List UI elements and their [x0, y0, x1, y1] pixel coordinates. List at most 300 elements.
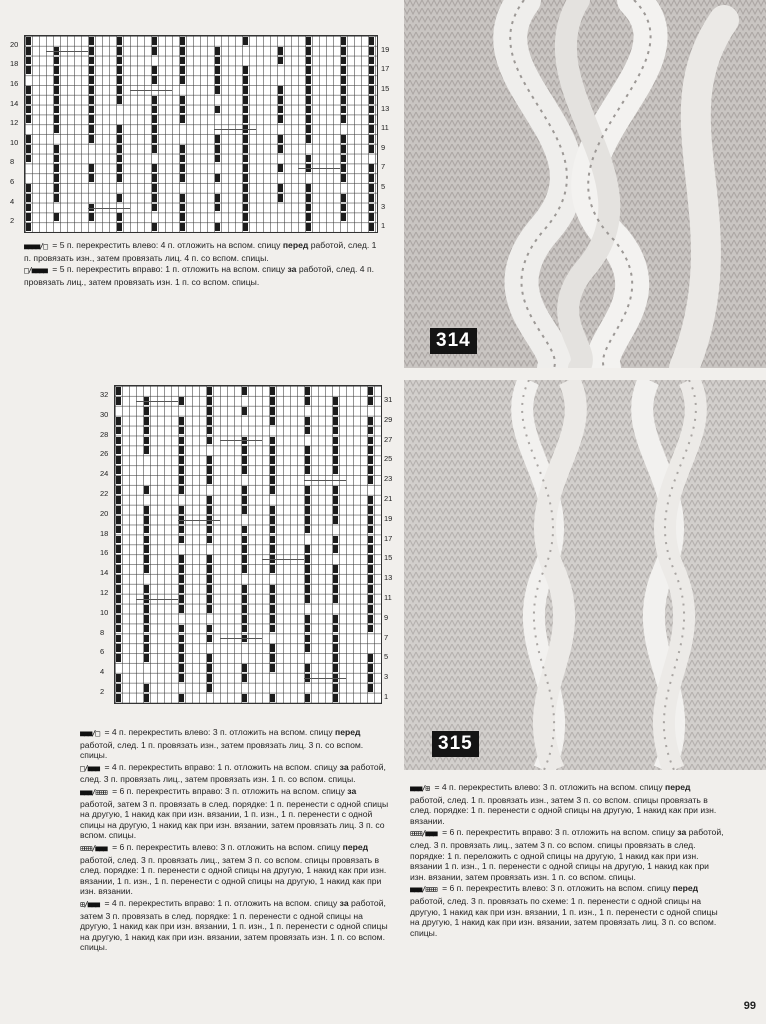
chart-stitch — [89, 86, 94, 94]
chart-stitch — [89, 164, 94, 172]
chart-stitch — [54, 57, 59, 65]
cable-right-lace-symbol-icon: ⊞⊞⊞/■■■ — [410, 829, 437, 839]
chart-stitch — [368, 595, 373, 603]
pattern-315-legend-right — [410, 782, 726, 939]
chart-stitch — [116, 635, 121, 643]
chart-stitch — [270, 615, 275, 623]
chart-stitch — [243, 106, 248, 114]
chart-stitch — [116, 694, 121, 702]
chart-stitch — [207, 476, 212, 484]
chart-stitch — [305, 456, 310, 464]
chart-stitch — [116, 466, 121, 474]
chart-stitch — [116, 625, 121, 633]
row-number: 26 — [100, 449, 109, 459]
row-number: 16 — [100, 548, 109, 558]
chart-stitch — [26, 96, 31, 104]
row-number: 11 — [384, 593, 392, 603]
chart-stitch — [333, 407, 338, 415]
row-number: 5 — [384, 652, 389, 662]
chart-stitch — [179, 526, 184, 534]
chart-stitch — [341, 66, 346, 74]
chart-stitch — [54, 106, 59, 114]
chart-stitch — [306, 47, 311, 55]
chart-stitch — [152, 145, 157, 153]
chart-stitch — [152, 115, 157, 123]
chart-stitch — [278, 184, 283, 192]
chart-stitch — [144, 694, 149, 702]
legend-item: □/■■■■ = 5 п. перекрестить вправо: 1 п. отложить на вспом. спицу за работой, след. 4 п. провязать лиц., затем провязать изн. 1 п. со вспом. спицы. — [24, 264, 374, 287]
chart-stitch — [89, 96, 94, 104]
chart-stitch — [306, 86, 311, 94]
row-number: 11 — [381, 123, 389, 133]
chart-stitch — [333, 545, 338, 553]
chart-stitch — [270, 625, 275, 633]
chart-stitch — [180, 213, 185, 221]
cable-cross-line — [136, 401, 178, 402]
chart-stitch — [152, 164, 157, 172]
chart-stitch — [368, 674, 373, 682]
row-number: 20 — [10, 39, 19, 49]
chart-stitch — [333, 575, 338, 583]
chart-stitch — [116, 644, 121, 652]
chart-stitch — [368, 397, 373, 405]
chart-stitch — [116, 476, 121, 484]
row-number: 6 — [100, 647, 105, 657]
cable-cross-line — [46, 51, 88, 52]
chart-stitch — [270, 417, 275, 425]
chart-stitch — [333, 496, 338, 504]
chart-stitch — [89, 57, 94, 65]
chart-stitch — [368, 466, 373, 474]
chart-stitch — [306, 155, 311, 163]
legend-item: ■■■■/□ = 5 п. перекрестить влево: 4 п. отложить на вспом. спицу перед работой, след. 1 п. провязать изн., затем провязать лиц. 4 п. со вспом. спицы. — [24, 240, 377, 263]
chart-stitch — [152, 47, 157, 55]
chart-stitch — [368, 585, 373, 593]
chart-stitch — [242, 674, 247, 682]
chart-stitch — [305, 545, 310, 553]
chart-stitch — [116, 595, 121, 603]
chart-stitch — [278, 164, 283, 172]
cable-cross-line — [304, 678, 346, 679]
chart-stitch — [270, 664, 275, 672]
chart-stitch — [116, 674, 121, 682]
legend-item: ⊞⊞⊞/■■■ = 6 п. перекрестить влево: 3 п. отложить на вспом. спицу перед работой, след. 3 п. провязать лиц., затем 3 п. со вспом. спицы провязать в след. порядке: 1 п. перенести с одной спицы на другую, 1 накид как при изн. вязании, 1 п. изн., 1 п. перенести с одной спицы на другую, 1 накид как при изн. вязании. — [80, 841, 387, 897]
chart-stitch — [368, 526, 373, 534]
chart-stitch — [270, 585, 275, 593]
chart-stitch — [116, 427, 121, 435]
row-number: 6 — [10, 177, 15, 186]
chart-stitch — [270, 694, 275, 702]
chart-stitch — [270, 526, 275, 534]
chart-stitch — [207, 555, 212, 563]
chart-stitch — [215, 106, 220, 114]
chart-stitch — [270, 466, 275, 474]
chart-stitch — [116, 446, 121, 454]
chart-stitch — [26, 66, 31, 74]
chart-stitch — [333, 684, 338, 692]
chart-stitch — [270, 387, 275, 395]
chart-stitch — [117, 37, 122, 45]
chart-stitch — [54, 76, 59, 84]
chart-stitch — [117, 96, 122, 104]
chart-stitch — [341, 57, 346, 65]
chart-stitch — [242, 664, 247, 672]
row-number: 15 — [384, 553, 393, 563]
cable-right-lace-4-symbol-icon: ⊞/■■■ — [80, 899, 100, 909]
chart-stitch — [368, 625, 373, 633]
chart-stitch — [144, 407, 149, 415]
chart-stitch — [242, 387, 247, 395]
chart-stitch — [305, 644, 310, 652]
chart-stitch — [179, 427, 184, 435]
cable-right-symbol-icon: □/■■■ — [80, 763, 100, 773]
chart-stitch — [341, 145, 346, 153]
chart-stitch — [243, 174, 248, 182]
chart-stitch — [333, 615, 338, 623]
row-number: 2 — [10, 216, 15, 226]
chart-stitch — [180, 204, 185, 212]
chart-stitch — [369, 106, 374, 114]
chart-stitch — [341, 96, 346, 104]
chart-stitch — [305, 575, 310, 583]
chart-stitch — [341, 164, 346, 172]
chart-stitch — [333, 427, 338, 435]
chart-stitch — [215, 145, 220, 153]
chart-stitch — [242, 615, 247, 623]
row-number: 31 — [384, 394, 393, 404]
chart-stitch — [368, 605, 373, 613]
chart-stitch — [242, 466, 247, 474]
chart-stitch — [242, 585, 247, 593]
pattern-314-legend — [24, 240, 379, 288]
chart-stitch — [144, 684, 149, 692]
chart-stitch — [26, 145, 31, 153]
chart-stitch — [152, 174, 157, 182]
chart-stitch — [179, 654, 184, 662]
chart-stitch — [89, 106, 94, 114]
chart-stitch — [278, 106, 283, 114]
chart-stitch — [333, 595, 338, 603]
chart-stitch — [180, 47, 185, 55]
chart-stitch — [117, 76, 122, 84]
chart-stitch — [144, 545, 149, 553]
chart-stitch — [117, 174, 122, 182]
chart-stitch — [278, 194, 283, 202]
legend-item: ■■■/⊞ = 4 п. перекрестить влево: 3 п. отложить на вспом. спицу перед работой, след. 1 п. провязать изн., затем 3 п. со вспом. спицы провязать в след. порядке: 1 п. перенести с одной спицы на другую, 1 накид как при изн. вязании. — [410, 782, 717, 826]
cable-left-symbol-icon: ■■■■/□ — [24, 242, 47, 251]
chart-stitch — [215, 174, 220, 182]
chart-stitch — [305, 397, 310, 405]
chart-stitch — [180, 115, 185, 123]
chart-stitch — [116, 437, 121, 445]
chart-stitch — [270, 516, 275, 524]
chart-stitch — [270, 476, 275, 484]
chart-stitch — [341, 106, 346, 114]
row-number: 20 — [100, 508, 109, 518]
chart-stitch — [207, 397, 212, 405]
chart-stitch — [305, 496, 310, 504]
chart-stitch — [333, 654, 338, 662]
chart-stitch — [305, 466, 310, 474]
chart-stitch — [26, 86, 31, 94]
chart-stitch — [243, 115, 248, 123]
row-number: 9 — [381, 142, 386, 152]
chart-stitch — [116, 486, 121, 494]
chart-stitch — [270, 565, 275, 573]
chart-stitch — [117, 164, 122, 172]
row-number: 4 — [100, 667, 105, 677]
chart-stitch — [270, 654, 275, 662]
chart-stitch — [306, 37, 311, 45]
chart-stitch — [180, 174, 185, 182]
chart-stitch — [341, 86, 346, 94]
chart-stitch — [369, 115, 374, 123]
chart-stitch — [207, 635, 212, 643]
chart-stitch — [368, 684, 373, 692]
row-number: 10 — [100, 607, 109, 617]
chart-stitch — [242, 694, 247, 702]
chart-stitch — [278, 47, 283, 55]
chart-stitch — [179, 625, 184, 633]
chart-stitch — [152, 76, 157, 84]
chart-stitch — [368, 664, 373, 672]
chart-stitch — [242, 605, 247, 613]
chart-stitch — [306, 194, 311, 202]
row-number: 18 — [10, 59, 19, 69]
chart-stitch — [116, 526, 121, 534]
row-number: 13 — [381, 103, 390, 113]
chart-stitch — [179, 437, 184, 445]
chart-stitch — [26, 204, 31, 212]
chart-stitch — [270, 456, 275, 464]
chart-stitch — [207, 585, 212, 593]
chart-stitch — [117, 47, 122, 55]
chart-stitch — [116, 545, 121, 553]
chart-stitch — [152, 125, 157, 133]
chart-stitch — [215, 155, 220, 163]
chart-stitch — [180, 223, 185, 231]
chart-stitch — [369, 184, 374, 192]
chart-stitch — [278, 86, 283, 94]
chart-stitch — [305, 555, 310, 563]
chart-stitch — [243, 66, 248, 74]
chart-stitch — [207, 674, 212, 682]
chart-stitch — [369, 204, 374, 212]
chart-stitch — [207, 595, 212, 603]
row-number: 18 — [100, 528, 109, 538]
chart-stitch — [116, 516, 121, 524]
chart-stitch — [54, 184, 59, 192]
row-number: 23 — [384, 474, 393, 484]
chart-stitch — [207, 427, 212, 435]
chart-stitch — [179, 486, 184, 494]
chart-stitch — [116, 654, 121, 662]
pattern-314-badge: 314 — [430, 328, 477, 354]
chart-stitch — [270, 486, 275, 494]
chart-stitch — [243, 145, 248, 153]
row-number: 5 — [381, 182, 386, 191]
chart-stitch — [341, 37, 346, 45]
chart-stitch — [144, 635, 149, 643]
chart-stitch — [369, 66, 374, 74]
chart-stitch — [215, 57, 220, 65]
chart-stitch — [179, 644, 184, 652]
chart-stitch — [180, 194, 185, 202]
chart-stitch — [270, 437, 275, 445]
chart-stitch — [243, 223, 248, 231]
chart-stitch — [207, 466, 212, 474]
chart-stitch — [333, 437, 338, 445]
chart-stitch — [369, 125, 374, 133]
chart-stitch — [369, 174, 374, 182]
chart-stitch — [306, 223, 311, 231]
chart-stitch — [306, 57, 311, 65]
chart-stitch — [144, 565, 149, 573]
chart-stitch — [341, 115, 346, 123]
chart-stitch — [89, 115, 94, 123]
chart-stitch — [333, 536, 338, 544]
chart-stitch — [368, 575, 373, 583]
chart-stitch — [368, 545, 373, 553]
chart-stitch — [242, 526, 247, 534]
chart-stitch — [306, 213, 311, 221]
chart-stitch — [306, 115, 311, 123]
chart-stitch — [341, 76, 346, 84]
chart-stitch — [180, 106, 185, 114]
chart-stitch — [179, 536, 184, 544]
row-number: 1 — [384, 692, 389, 702]
chart-stitch — [341, 204, 346, 212]
chart-stitch — [207, 417, 212, 425]
chart-stitch — [207, 575, 212, 583]
pattern-314-photo — [404, 0, 766, 368]
chart-stitch — [305, 694, 310, 702]
chart-stitch — [369, 213, 374, 221]
chart-stitch — [144, 446, 149, 454]
chart-stitch — [116, 575, 121, 583]
chart-stitch — [207, 407, 212, 415]
chart-stitch — [179, 555, 184, 563]
chart-stitch — [215, 66, 220, 74]
chart-stitch — [215, 223, 220, 231]
chart-stitch — [26, 47, 31, 55]
page-number: 99 — [743, 1000, 756, 1012]
chart-stitch — [26, 213, 31, 221]
chart-stitch — [242, 625, 247, 633]
chart-stitch — [152, 135, 157, 143]
chart-stitch — [333, 397, 338, 405]
cable-cross-line — [304, 480, 346, 481]
chart-stitch — [207, 536, 212, 544]
chart-stitch — [180, 96, 185, 104]
chart-stitch — [215, 86, 220, 94]
chart-stitch — [369, 194, 374, 202]
chart-stitch — [368, 387, 373, 395]
cable-left-lace-symbol-icon: ⊞⊞⊞/■■■ — [80, 843, 107, 853]
row-number: 3 — [384, 672, 389, 682]
chart-stitch — [207, 496, 212, 504]
chart-stitch — [341, 194, 346, 202]
chart-stitch — [152, 204, 157, 212]
chart-stitch — [369, 223, 374, 231]
chart-stitch — [243, 37, 248, 45]
chart-stitch — [306, 125, 311, 133]
chart-stitch — [243, 155, 248, 163]
chart-stitch — [144, 486, 149, 494]
chart-stitch — [333, 466, 338, 474]
cable-cross-line — [214, 129, 256, 130]
chart-stitch — [117, 135, 122, 143]
row-number: 8 — [10, 157, 15, 167]
chart-stitch — [333, 644, 338, 652]
chart-stitch — [26, 37, 31, 45]
chart-stitch — [243, 96, 248, 104]
cable-left-lace-4-symbol-icon: ■■■/⊞ — [410, 784, 430, 793]
chart-stitch — [341, 213, 346, 221]
chart-stitch — [207, 625, 212, 633]
chart-stitch — [144, 526, 149, 534]
chart-stitch — [305, 486, 310, 494]
chart-stitch — [144, 605, 149, 613]
chart-stitch — [116, 417, 121, 425]
row-number: 1 — [381, 221, 386, 231]
row-number: 9 — [384, 612, 389, 622]
chart-stitch — [180, 37, 185, 45]
chart-stitch — [305, 635, 310, 643]
chart-stitch — [242, 446, 247, 454]
chart-stitch — [341, 155, 346, 163]
chart-stitch — [270, 506, 275, 514]
chart-stitch — [306, 76, 311, 84]
chart-stitch — [152, 37, 157, 45]
chart-stitch — [117, 145, 122, 153]
chart-stitch — [305, 595, 310, 603]
chart-stitch — [341, 174, 346, 182]
chart-stitch — [179, 476, 184, 484]
legend-item: ■■■/⊞⊞⊞ = 6 п. перекрестить вправо: 3 п. отложить на вспом. спицу за работой, затем 3 п. провязать в след. порядке: 1 п. перенести с одной спицы на другую, 1 накид как при изн. вязании, 1 п. изн., 1 п. перенести с одной спицы на другую, 1 накид как при изн. вязании, затем провязать лиц. 3 п. со вспом. спицы. — [80, 785, 389, 841]
chart-stitch — [242, 536, 247, 544]
row-number: 17 — [381, 64, 390, 74]
row-number: 27 — [384, 434, 393, 444]
chart-stitch — [26, 184, 31, 192]
row-number: 12 — [100, 588, 109, 598]
chart-stitch — [116, 565, 121, 573]
chart-stitch — [207, 664, 212, 672]
chart-stitch — [26, 194, 31, 202]
chart-stitch — [144, 516, 149, 524]
chart-stitch — [180, 76, 185, 84]
chart-stitch — [368, 555, 373, 563]
chart-stitch — [179, 397, 184, 405]
chart-stitch — [369, 96, 374, 104]
chart-stitch — [116, 585, 121, 593]
chart-stitch — [242, 565, 247, 573]
chart-stitch — [270, 407, 275, 415]
chart-stitch — [368, 506, 373, 514]
chart-stitch — [306, 184, 311, 192]
chart-stitch — [179, 575, 184, 583]
chart-stitch — [144, 654, 149, 662]
chart-stitch — [207, 684, 212, 692]
chart-stitch — [179, 466, 184, 474]
chart-stitch — [305, 526, 310, 534]
chart-stitch — [117, 125, 122, 133]
chart-stitch — [369, 47, 374, 55]
chart-stitch — [54, 145, 59, 153]
chart-stitch — [179, 635, 184, 643]
chart-stitch — [306, 66, 311, 74]
cable-right-lace-symbol-icon: ■■■/⊞⊞⊞ — [80, 787, 107, 797]
